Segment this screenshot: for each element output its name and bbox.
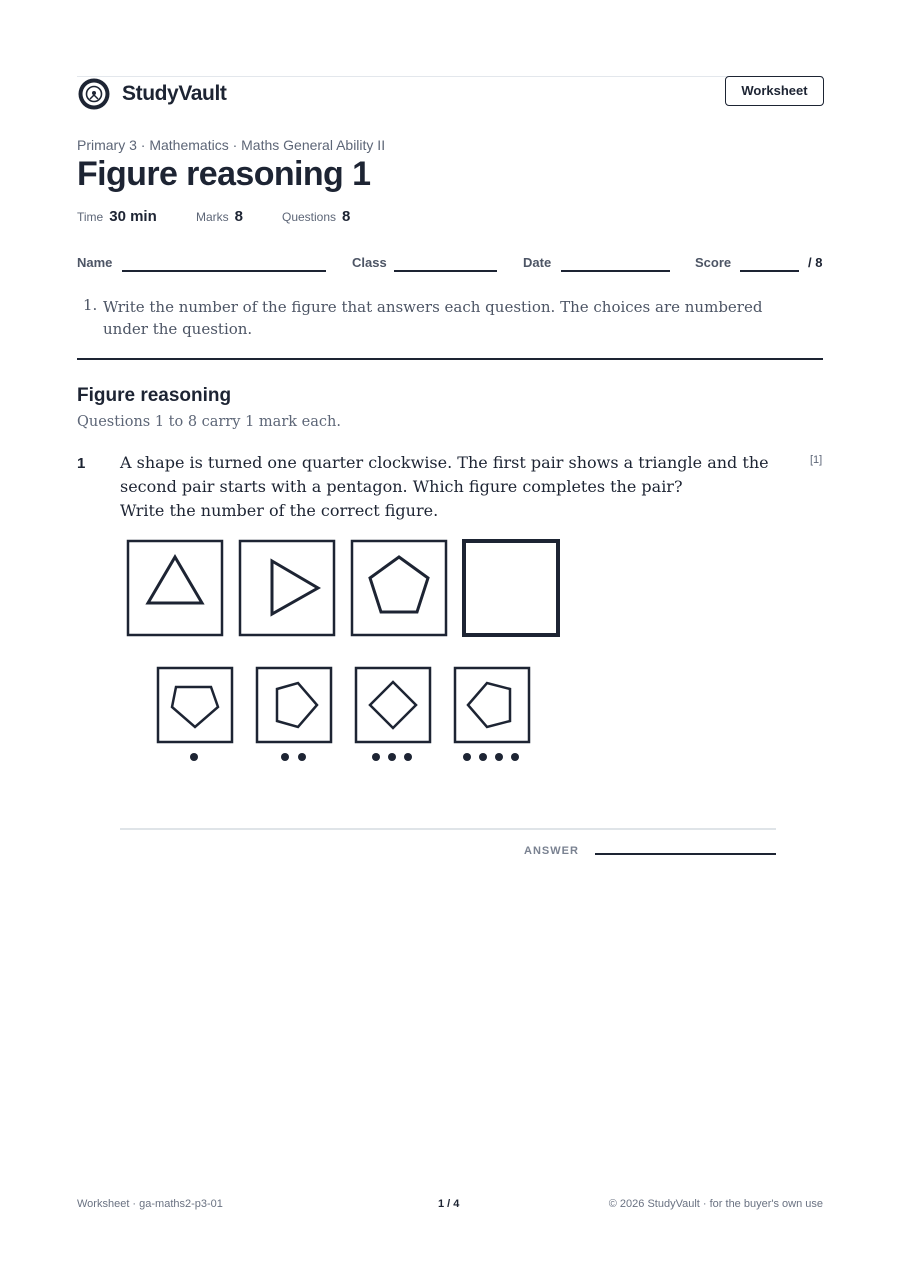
footer-page-number: 1 / 4 <box>438 1198 460 1210</box>
instruction-text: Write the number of the figure that answers each question. The choices are numbered under the question. <box>103 298 763 338</box>
score-total: / 8 <box>808 255 823 270</box>
instruction-number: 1. <box>83 296 98 314</box>
answer-divider <box>120 828 776 830</box>
choice-dot <box>388 753 396 761</box>
answer-label: ANSWER <box>524 845 579 857</box>
page-title: Figure reasoning 1 <box>77 155 371 193</box>
pentagon-down-shape <box>172 687 218 727</box>
section-subtitle: Questions 1 to 8 carry 1 mark each. <box>77 414 341 430</box>
choice-dot <box>463 753 471 761</box>
meta-marks-label: Marks <box>196 210 229 224</box>
choice-dot <box>298 753 306 761</box>
question-text: A shape is turned one quarter clockwise. The first pair shows a triangle and the second pair starts with a pentagon. Which figure completes the pair? Write the number of the correct figure. <box>120 453 769 520</box>
pentagon-right-shape <box>277 683 317 727</box>
meta-questions-value: 8 <box>342 208 351 225</box>
pentagon-left-shape <box>468 683 510 727</box>
meta-time-label: Time <box>77 210 104 224</box>
choice-dot <box>281 753 289 761</box>
question-number: 1 <box>77 455 86 472</box>
section-title: Figure reasoning <box>77 385 232 406</box>
meta-questions-label: Questions <box>282 210 337 224</box>
sequence-box-3 <box>352 541 446 635</box>
choice-box-1[interactable] <box>158 668 232 742</box>
footer-copyright: © 2026 StudyVault · for the buyer's own use <box>608 1198 823 1210</box>
score-label: Score <box>695 255 732 270</box>
question-marks: [1] <box>810 454 823 466</box>
brand-name: StudyVault <box>122 82 227 105</box>
diamond-shape <box>370 682 416 728</box>
choice-dot <box>404 753 412 761</box>
pentagon-up-shape <box>370 557 428 612</box>
choice-dot <box>372 753 380 761</box>
choice-box-4[interactable] <box>455 668 529 742</box>
choice-dot <box>511 753 519 761</box>
answer-box <box>464 541 558 635</box>
answer-field[interactable] <box>595 853 776 855</box>
name-label: Name <box>77 255 113 270</box>
choice-dot <box>479 753 487 761</box>
triangle-right-shape <box>272 561 318 614</box>
choice-dot <box>190 753 198 761</box>
meta-time-value: 30 min <box>109 208 157 225</box>
choice-dot <box>495 753 503 761</box>
worksheet-badge: Worksheet <box>725 76 824 106</box>
choice-box-3[interactable] <box>356 668 430 742</box>
triangle-up-shape <box>148 557 202 603</box>
meta-marks-value: 8 <box>234 208 244 225</box>
choice-box-2[interactable] <box>257 668 331 742</box>
footer-worksheet-id: Worksheet · ga-maths2-p3-01 <box>77 1198 223 1210</box>
date-label: Date <box>523 255 552 270</box>
class-label: Class <box>352 255 387 270</box>
breadcrumb: Primary 3 · Mathematics · Maths General Ability II <box>77 137 386 153</box>
